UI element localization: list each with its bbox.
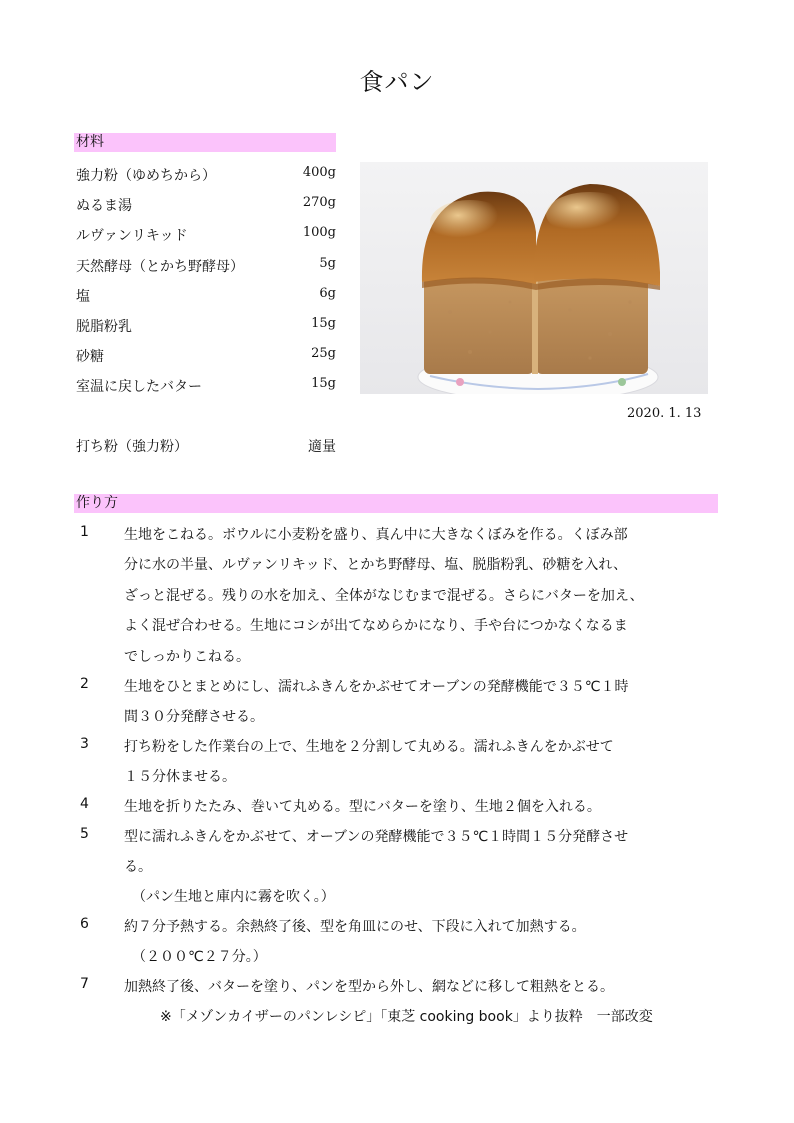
bread-photo — [360, 162, 708, 394]
ingredient-name: ぬるま湯 — [76, 198, 132, 214]
step-number: 5 — [80, 826, 89, 842]
ingredient-amount: 400g — [302, 165, 336, 180]
step-number: 7 — [80, 976, 89, 992]
step-text: ざっと混ぜる。残りの水を加え、全体がなじむまで混ぜる。さらにバターを加え、 — [124, 588, 644, 604]
ingredient-row — [76, 256, 336, 280]
photo-date: 2020. 1. 13 — [627, 406, 702, 421]
ingredient-row — [76, 225, 336, 249]
step-text: 型に濡れふきんをかぶせて、オーブンの発酵機能で３５℃１時間１５分発酵させ — [124, 829, 629, 845]
ingredient-name: 室温に戻したバター — [76, 379, 202, 395]
ingredient-row — [76, 286, 336, 310]
step-number: 3 — [80, 736, 89, 752]
step-text: 生地をこねる。ボウルに小麦粉を盛り、真ん中に大きなくぼみを作る。くぼみ部 — [124, 527, 628, 543]
ingredient-amount: 適量 — [308, 439, 336, 455]
step-number: 6 — [80, 916, 89, 932]
method-header: 作り方 — [74, 494, 718, 513]
step-text: （パン生地と庫内に霧を吹く。） — [132, 889, 335, 905]
step-text: 約７分予熱する。余熱終了後、型を角皿にのせ、下段に入れて加熱する。 — [124, 919, 586, 935]
step-text: よく混ぜ合わせる。生地にコシが出てなめらかになり、手や台につかなくなるま — [124, 618, 628, 634]
ingredient-row — [76, 346, 336, 370]
ingredient-name: 砂糖 — [76, 349, 104, 365]
step-text: １５分休ませる。 — [124, 769, 236, 785]
dusting-flour-row — [76, 436, 336, 460]
step-number: 2 — [80, 676, 89, 692]
step-text: 打ち粉をした作業台の上で、生地を２分割して丸める。濡れふきんをかぶせて — [124, 739, 614, 755]
ingredient-name: 強力粉（ゆめちから） — [76, 168, 216, 184]
step-text: る。 — [124, 859, 152, 875]
step-number: 4 — [80, 796, 89, 812]
ingredient-name: ルヴァンリキッド — [76, 228, 188, 244]
step-text: でしっかりこねる。 — [124, 649, 250, 665]
step-text: （２００℃２７分。） — [132, 949, 267, 965]
source-note: ※「メゾンカイザーのパンレシピ」「東芝 cooking book」より抜粋 一部改変 — [160, 1009, 653, 1025]
step-text: 分に水の半量、ルヴァンリキッド、とかち野酵母、塩、脱脂粉乳、砂糖を入れ、 — [124, 557, 628, 573]
ingredient-row — [76, 195, 336, 219]
ingredient-amount: 15g — [311, 316, 336, 331]
step-text: 生地を折りたたみ、巻いて丸める。型にバターを塗り、生地２個を入れる。 — [124, 799, 601, 815]
page-title: 食パン — [359, 68, 435, 96]
ingredient-amount: 100g — [302, 225, 336, 240]
step-text: 加熱終了後、バターを塗り、パンを型から外し、網などに移して粗熱をとる。 — [124, 979, 614, 995]
ingredient-row — [76, 165, 336, 189]
step-text: 間３０分発酵させる。 — [124, 709, 264, 725]
ingredient-row — [76, 316, 336, 340]
step-text: 生地をひとまとめにし、濡れふきんをかぶせてオーブンの発酵機能で３５℃１時 — [124, 679, 629, 695]
step-number: 1 — [80, 524, 89, 540]
ingredient-amount: 6g — [319, 286, 336, 301]
ingredient-amount: 5g — [319, 256, 336, 271]
ingredient-name: 打ち粉（強力粉） — [76, 439, 188, 455]
ingredient-amount: 15g — [311, 376, 336, 391]
ingredient-amount: 25g — [311, 346, 336, 361]
ingredient-row — [76, 376, 336, 400]
ingredient-name: 塩 — [76, 289, 90, 305]
ingredient-name: 天然酵母（とかち野酵母） — [76, 259, 244, 275]
ingredients-header: 材料 — [74, 133, 336, 152]
ingredient-name: 脱脂粉乳 — [76, 319, 132, 335]
ingredient-amount: 270g — [302, 195, 336, 210]
